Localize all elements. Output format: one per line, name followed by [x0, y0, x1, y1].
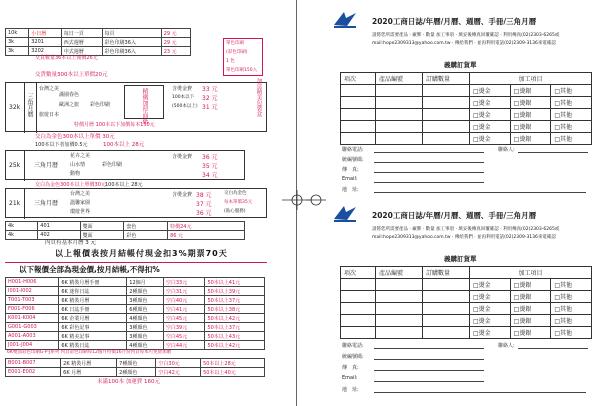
price-cell: 空白45元 [163, 332, 205, 341]
price-cell: 29 元 [161, 29, 190, 38]
qty-cell: 3k [6, 47, 29, 56]
option-gold[interactable]: □燙金 [470, 133, 511, 145]
top-price-table [5, 28, 191, 56]
spec-cell: 西式週曆 [61, 38, 102, 47]
desc-cell: 6K 企業月曆 [59, 314, 127, 323]
table-row [341, 85, 592, 97]
payment-terms-headline: 以上報價表按月結帳付現金扣3%期票70天 [55, 249, 228, 258]
item-name: 動物 [70, 171, 81, 177]
company-logo-icon [332, 10, 358, 30]
option-silver[interactable]: □燙銀 [510, 85, 551, 97]
option-silver[interactable]: □燙銀 [510, 303, 551, 315]
spec-cell: 2種顏色 [117, 368, 156, 377]
qty-cell: 4k [6, 231, 38, 240]
name-cell: 3201 [29, 38, 62, 47]
table-row [6, 222, 245, 231]
price-value: 38 元 [196, 192, 212, 199]
col-header: 項次 [341, 267, 376, 279]
desc-cell: 6K 精裝日誌 [59, 341, 127, 350]
small-price-table [5, 221, 245, 240]
product-label: 三角月曆 [26, 93, 33, 117]
item-name: 滿園春色 [59, 92, 80, 98]
option-gold[interactable]: □燙金 [470, 327, 511, 339]
field-label: 聯絡電話: [342, 343, 364, 349]
option-other[interactable]: □其他 [551, 327, 592, 339]
code-cell: B001-B007 [6, 359, 61, 368]
option-other[interactable]: □其他 [551, 133, 592, 145]
cell[interactable] [376, 121, 423, 133]
spec-cell: 中式週曆 [61, 47, 102, 56]
cell[interactable] [341, 315, 376, 327]
item-name: 歐洲之旅 [59, 102, 80, 108]
option-other[interactable]: □其他 [551, 279, 592, 291]
print-type: 彩色印刷 [90, 102, 111, 108]
item-name: 山水情 [70, 162, 86, 168]
note-line: 交貨數量300本以上單價20元 [35, 72, 108, 78]
price-value: 35 元 [202, 163, 218, 170]
field-label: 聯絡電話: [342, 147, 364, 153]
extra-note: 交白為金色 [224, 191, 247, 196]
price-value: 36 元 [196, 210, 212, 217]
company-logo-icon [332, 204, 358, 224]
contact-field[interactable] [518, 348, 588, 349]
tax-id-field[interactable] [374, 359, 484, 360]
company-title: 2020工商日誌/年曆/月曆、週曆、手冊/三角月曆 [372, 211, 537, 220]
code-cell: T001-T003 [6, 296, 59, 305]
option-gold[interactable]: □燙金 [470, 303, 511, 315]
option-other[interactable]: □其他 [551, 315, 592, 327]
option-silver[interactable]: □燙銀 [510, 133, 551, 145]
price-cell: 50本以上42元 [205, 341, 265, 350]
qty-cell: 10k [6, 29, 29, 38]
print-type: 彩色印刷 [102, 162, 123, 168]
item-name: 花卉之美 [70, 153, 91, 159]
cell[interactable] [376, 291, 423, 303]
qty-label: 21k [9, 200, 21, 207]
price-cell: 空白33元 [163, 278, 205, 287]
option-silver[interactable]: □燙銀 [510, 279, 551, 291]
field-label: Email: [342, 176, 358, 182]
note-line: 交貨數量36本以上報價26元 [35, 55, 98, 61]
desc-cell: 6K 精裝月曆手冊 [59, 278, 127, 287]
condition-line: 交白為金色300本以上單價 30元 [35, 134, 115, 140]
price-cell: 50本以上42元 [205, 314, 265, 323]
table-row [6, 231, 245, 240]
price-cell: 空白31元 [163, 287, 205, 296]
spec-cell: 4種顏色 [127, 314, 164, 323]
option-other[interactable]: □其他 [551, 109, 592, 121]
field-label: 聯絡人: [498, 343, 515, 349]
name-cell: 小日曆 [29, 29, 62, 38]
form-title: 義購訂貨單 [444, 61, 477, 69]
option-silver[interactable]: □燙銀 [510, 315, 551, 327]
table-row [341, 303, 592, 315]
phone-field[interactable] [374, 348, 484, 349]
item-name: 旅遊日本 [39, 112, 60, 118]
desc-cell: 6K 精裝月曆 [59, 296, 127, 305]
cell[interactable] [423, 315, 470, 327]
cell[interactable] [341, 291, 376, 303]
condition-line: 100本以上 28元 [103, 142, 145, 148]
table-row [6, 341, 265, 350]
table-row [6, 359, 265, 368]
option-other[interactable]: □其他 [551, 85, 592, 97]
price-cell: 29 元 [161, 38, 190, 47]
info-line: 請將您所需要產品 · 廠牌 · 數量 加工事項 · 填妥後傳真回覆確認 · 利用傳真(02)2303-6265或 [372, 227, 560, 232]
qty-tier: 100本以下 [172, 95, 195, 100]
table-row [6, 368, 265, 377]
cell[interactable] [341, 327, 376, 339]
product-label: 三角月曆 [34, 200, 59, 207]
code-cell: G001-G003 [6, 323, 59, 332]
option-silver[interactable]: □燙銀 [510, 291, 551, 303]
planner-note: 6K雙面彩色印刷G·P·J系列 內頁彩色印刷每12個月特價16月份內頁每本可免費加贈 [7, 350, 172, 355]
price-cell: 空白30元 [156, 359, 201, 368]
phone-field[interactable] [374, 152, 484, 153]
price-cell: 空白39元 [163, 323, 205, 332]
table-row [341, 291, 592, 303]
desc-cell: 6K 月曆 [61, 368, 117, 377]
cell[interactable] [341, 279, 376, 291]
cell[interactable] [423, 121, 470, 133]
cell[interactable] [423, 279, 470, 291]
spec-cell: 2種顏色 [127, 287, 164, 296]
spec-cell: 彩色 [124, 231, 168, 240]
form-title: 義購訂貨單 [444, 255, 477, 263]
shipping-note: 未滿100本 加運費 160元 [97, 379, 160, 385]
order-table [340, 266, 592, 339]
price-cell: 50本以上43元 [205, 332, 265, 341]
spec-cell: 3種顏色 [127, 332, 164, 341]
contact-field[interactable] [518, 152, 588, 153]
option-silver[interactable]: □燙銀 [510, 121, 551, 133]
price-cell: 空白42元 [156, 368, 201, 377]
feature-label: 精緻加厚面紙 [141, 88, 148, 124]
spec-cell: 7種顏色 [117, 359, 156, 368]
cell[interactable] [423, 303, 470, 315]
cell[interactable] [423, 85, 470, 97]
registration-mark-icon [306, 190, 326, 210]
price-label: 含燙金費 [172, 192, 193, 198]
address-field[interactable] [374, 392, 586, 393]
product-label: 三角月曆 [34, 162, 59, 169]
desc-cell: 6K 精美記事 [59, 332, 127, 341]
col-header: 加工項目 [470, 267, 592, 279]
spec-cell: 4種顏色 [127, 341, 164, 350]
price-cell: 50本以上37元 [205, 296, 265, 305]
field-label: 地 址: [342, 187, 359, 193]
field-label: 地 址: [342, 387, 359, 393]
spec-cell: 彩色印刷36入 [102, 38, 161, 47]
cell[interactable] [376, 327, 423, 339]
info-line: mail:hope2309313@yahoo.com.tw · 傳給我們 · 並再利用電話(02)2309-3136來電確認 [372, 41, 556, 46]
cell[interactable] [376, 133, 423, 145]
spec-cell: 3種顏色 [127, 323, 164, 332]
field-label: Email: [342, 375, 358, 381]
code-cell: H001-H006 [6, 278, 59, 287]
col-header: 訂購數量 [423, 267, 470, 279]
col-header: 產品編號 [376, 267, 423, 279]
spec-cell: 套色 [124, 222, 168, 231]
code-cell: I001-I002 [6, 287, 59, 296]
price-cell: 50本以上37元 [205, 323, 265, 332]
cell[interactable] [376, 97, 423, 109]
price-value: 32 元 [202, 95, 218, 102]
table-row [6, 29, 191, 38]
price-cell: 50本以上28元 [201, 359, 265, 368]
table-row [341, 109, 592, 121]
option-silver[interactable]: □燙銀 [510, 327, 551, 339]
table-row [341, 133, 592, 145]
note-line: 內頁有基本月曆 3 元 [45, 240, 96, 246]
col-header: 產品編號 [376, 73, 423, 85]
email-field[interactable] [374, 381, 484, 382]
price-cell: 空白41元 [163, 305, 205, 314]
spec-cell: 雙面 [80, 231, 124, 240]
price-cell: 50本以上41元 [205, 278, 265, 287]
option-silver[interactable]: □燙銀 [510, 109, 551, 121]
order-form-bottom [332, 200, 596, 400]
spec-cell: 彩色印刷36入 [102, 47, 161, 56]
table-row [6, 287, 265, 296]
extra-price-table [5, 358, 265, 377]
cell[interactable] [341, 121, 376, 133]
order-table [340, 72, 592, 145]
table-row [6, 278, 265, 287]
field-label: 傳 真: [342, 365, 359, 371]
company-title: 2020工商日誌/年曆/月曆、週曆、手冊/三角月曆 [372, 17, 537, 26]
section-21k [5, 188, 267, 218]
cell[interactable] [341, 85, 376, 97]
col-header: 項次 [341, 73, 376, 85]
cell[interactable] [341, 109, 376, 121]
code-cell: F001-F006 [6, 305, 59, 314]
spec-cell: 每頁 [102, 29, 161, 38]
cell[interactable] [423, 291, 470, 303]
cell[interactable] [341, 133, 376, 145]
table-row [6, 47, 191, 56]
table-row [6, 332, 265, 341]
section-32k [5, 82, 267, 132]
table-row [341, 279, 592, 291]
name-cell: 402 [38, 231, 80, 240]
order-form-top [332, 6, 596, 196]
tax-id-field[interactable] [374, 162, 484, 163]
side-note: (彩色印刷) [226, 50, 248, 55]
cell[interactable] [376, 109, 423, 121]
cell[interactable] [423, 97, 470, 109]
cell[interactable] [376, 85, 423, 97]
option-other[interactable]: □其他 [551, 97, 592, 109]
col-header: 加工項目 [470, 73, 592, 85]
fax-field[interactable] [374, 172, 484, 173]
spec-cell: 每日一頁 [61, 29, 102, 38]
price-value: 37 元 [196, 201, 212, 208]
email-field[interactable] [374, 182, 484, 183]
table-row [6, 305, 265, 314]
side-note: 單色印刷150入 [226, 68, 258, 73]
price-cell: 50本以上40元 [201, 368, 265, 377]
fax-field[interactable] [374, 370, 484, 371]
price-value: 31 元 [202, 104, 218, 111]
code-cell: A001-A003 [6, 332, 59, 341]
table-row [341, 327, 592, 339]
price-value: 34 元 [202, 172, 218, 179]
cell[interactable] [376, 303, 423, 315]
option-other[interactable]: □其他 [551, 291, 592, 303]
price-value: 33 元 [202, 86, 218, 93]
address-field[interactable] [374, 192, 586, 193]
cell[interactable] [423, 133, 470, 145]
option-gold[interactable]: □燙金 [470, 315, 511, 327]
item-name: 溫馨家園 [70, 200, 91, 206]
option-gold[interactable]: □燙金 [470, 97, 511, 109]
name-cell: 3202 [29, 47, 62, 56]
qty-cell: 4k [6, 222, 38, 231]
table-row [6, 314, 265, 323]
condition-line: 100本以下者加價0.5元 [35, 142, 88, 148]
condition-line: 100本以上 28元 [105, 182, 143, 188]
price-value: 36 元 [202, 154, 218, 161]
spec-cell: 6種顏色 [127, 305, 164, 314]
table-header-row [341, 73, 592, 85]
spec-cell: 3種顏色 [127, 296, 164, 305]
table-row [341, 121, 592, 133]
table-header-row [341, 267, 592, 279]
desc-cell: 6K 日誌手冊 [59, 305, 127, 314]
price-cell: 特價24元 [168, 222, 245, 231]
desc-cell: 6K 彩色記事 [59, 323, 127, 332]
option-gold[interactable]: □燙金 [470, 109, 511, 121]
price-cell: 空白44元 [163, 341, 205, 350]
table-row [6, 296, 265, 305]
option-silver[interactable]: □燙銀 [510, 97, 551, 109]
price-cell: 空白45元 [163, 314, 205, 323]
section-25k [5, 150, 245, 180]
option-other[interactable]: □其他 [551, 303, 592, 315]
code-cell: J001-J004 [6, 341, 59, 350]
field-label: 聯絡人: [498, 147, 515, 153]
price-cell: 23 元 [161, 47, 190, 56]
item-name: 台灣之美 [70, 191, 91, 197]
price-note: 特價月曆 100本以下加價每本150元 [74, 122, 155, 128]
item-name: 台灣之美 [39, 86, 60, 92]
qty-label: 25k [9, 162, 21, 169]
qty-label: 32k [9, 104, 21, 111]
side-note: 單色印刷 [226, 41, 244, 46]
condition-line: 交白為金色300本以上單價30元 [35, 182, 106, 188]
option-gold[interactable]: □燙金 [470, 291, 511, 303]
cash-price-headline: 以下報價全部為現金價,按月結帳,不得扣% [19, 265, 160, 274]
option-gold[interactable]: □燙金 [470, 279, 511, 291]
code-cell: E001-E002 [6, 368, 61, 377]
cell[interactable] [376, 315, 423, 327]
field-label: 傳 真: [342, 167, 359, 173]
option-gold[interactable]: □燙金 [470, 121, 511, 133]
cell[interactable] [341, 97, 376, 109]
extra-note: (貼心服務) [224, 209, 246, 214]
item-name: 環遊世界 [70, 209, 91, 215]
side-note: 1 色 [226, 59, 235, 64]
table-row [341, 97, 592, 109]
left-price-sheet [5, 28, 267, 392]
info-line: mail:hope2309313@yahoo.com.tw · 傳給我們 · 並再利用電話(02)2309-3136來電確認 [372, 235, 556, 240]
spec-cell: 雙面 [80, 222, 124, 231]
table-row [6, 323, 265, 332]
cell[interactable] [423, 109, 470, 121]
option-other[interactable]: □其他 [551, 121, 592, 133]
price-cell: 空白40元 [163, 296, 205, 305]
field-label: 統編號碼: [342, 157, 364, 163]
table-row [341, 315, 592, 327]
desc-cell: 6K 迷你日誌 [59, 287, 127, 296]
cell[interactable] [341, 303, 376, 315]
spec-cell: 12個月 [127, 278, 164, 287]
col-header: 訂購數量 [423, 73, 470, 85]
info-line: 請將您所需要產品 · 廠牌 · 數量 加工事項 · 填妥後傳真回覆確認 · 利用傳真(02)2303-6265或 [372, 33, 560, 38]
planner-price-table [5, 277, 265, 350]
price-label: 含燙金費 [172, 154, 193, 160]
field-label: 統編號碼: [342, 354, 364, 360]
desc-cell: 2K 精裝月曆 [61, 359, 117, 368]
price-label: 含燙金費 [172, 86, 193, 92]
price-cell: 86 元 [168, 231, 245, 240]
price-cell: 50本以上39元 [205, 287, 265, 296]
option-gold[interactable]: □燙金 [470, 85, 511, 97]
vertical-promo: 加送精美包裝盒 [255, 78, 262, 117]
qty-tier: (500本以上) [172, 104, 198, 109]
side-note-box [223, 38, 263, 76]
name-cell: 401 [38, 222, 80, 231]
code-cell: K001-K004 [6, 314, 59, 323]
cell[interactable] [376, 279, 423, 291]
extra-note: 每本單價35元 [224, 200, 253, 205]
table-row [6, 38, 191, 47]
qty-cell: 3k [6, 38, 29, 47]
price-cell: 50本以上38元 [205, 305, 265, 314]
cell[interactable] [423, 327, 470, 339]
